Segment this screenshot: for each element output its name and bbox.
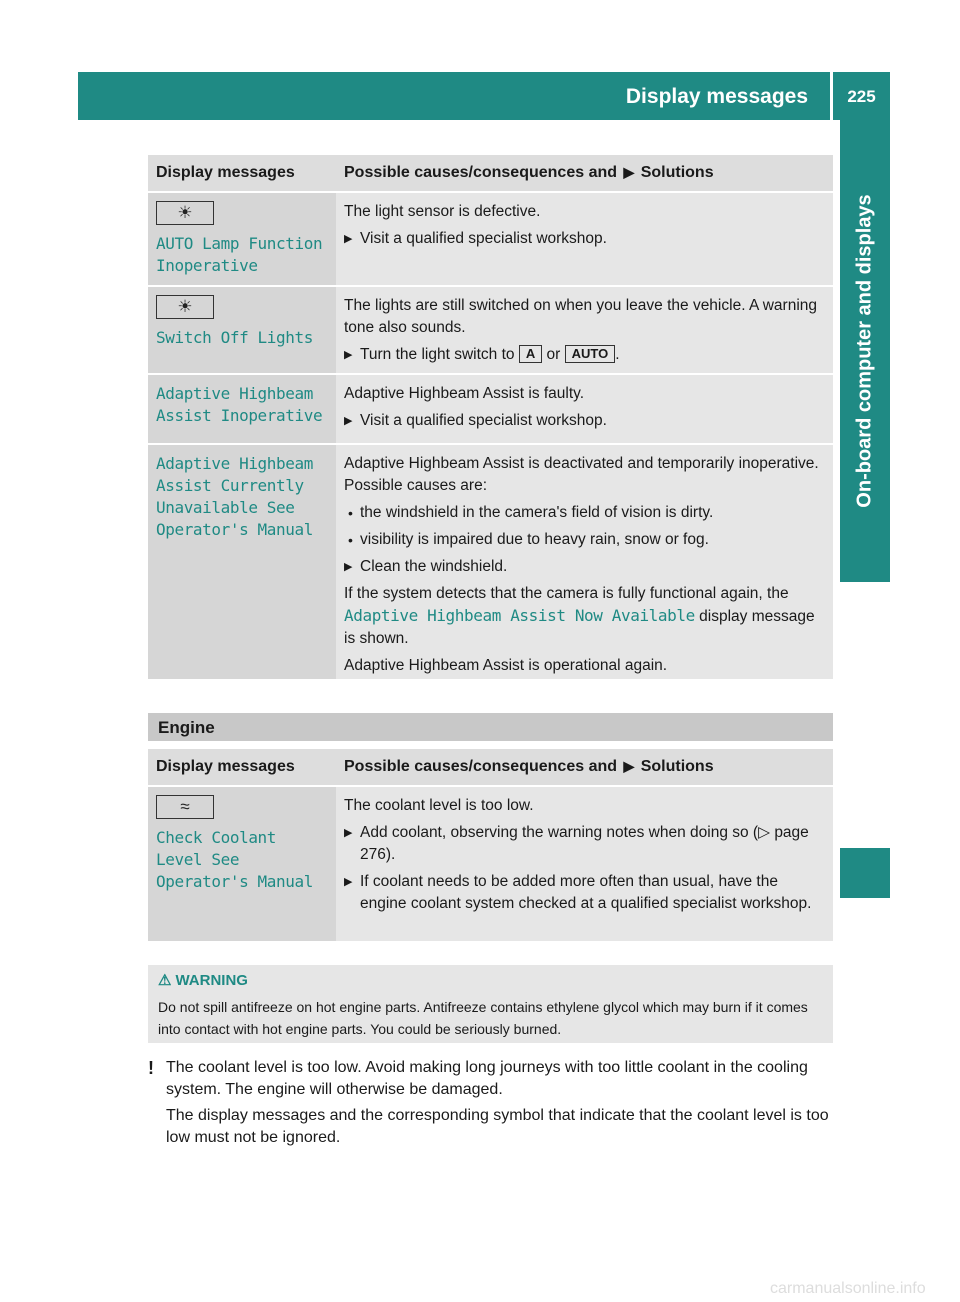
display-message: Adaptive Highbeam Assist Currently Unavailable See Operator's Manual bbox=[156, 454, 313, 539]
warning-text: Do not spill antifreeze on hot engine parts. Antifreeze contains ethylene glycol which may burn if it comes into contact with hot engine parts. You could be seriously burned. bbox=[158, 999, 808, 1037]
side-marker bbox=[840, 848, 890, 898]
caution-icon: ! bbox=[148, 1058, 154, 1078]
side-tab-label: On-board computer and displays bbox=[853, 194, 876, 508]
table-header-row bbox=[148, 749, 833, 785]
note bbox=[148, 1057, 834, 1153]
table-header-row bbox=[148, 155, 833, 191]
light-switch-position-icon: A bbox=[519, 345, 542, 363]
lamp-icon: ☀ bbox=[156, 201, 214, 225]
display-message: Check Coolant Level See Operator's Manual bbox=[156, 828, 313, 891]
column-header-messages: Display messages bbox=[148, 749, 336, 785]
warning-icon: ⚠ bbox=[158, 972, 172, 989]
display-message: AUTO Lamp Function Inoperative bbox=[156, 234, 323, 275]
header-bar bbox=[78, 72, 890, 120]
lamp-icon: ☀ bbox=[156, 295, 214, 319]
engine-section-heading: Engine bbox=[148, 713, 833, 741]
note-text: The coolant level is too low. Avoid making long journeys with too little coolant in the cooling system. The engine will otherwise be damaged. bbox=[166, 1059, 808, 1098]
display-message: Adaptive Highbeam Assist Inoperative bbox=[156, 384, 323, 425]
footer-watermark: carmanualsonline.info bbox=[770, 1280, 926, 1297]
table-row: Adaptive Highbeam Assist Inoperative Adaptive Highbeam Assist is faulty. ▶ Visit a qualified specialist workshop. bbox=[148, 373, 833, 443]
warning-title: WARNING bbox=[175, 972, 248, 989]
page-number: 225 bbox=[847, 87, 876, 106]
engine-messages-table bbox=[148, 749, 833, 941]
coolant-icon: ≈ bbox=[156, 795, 214, 819]
column-header-causes: Possible causes/consequences and ▶ Solutions bbox=[336, 749, 833, 785]
auto-light-icon: AUTO bbox=[565, 345, 616, 363]
arrow-icon: ▶ bbox=[623, 758, 635, 774]
table-row: Adaptive Highbeam Assist Currently Unavailable See Operator's Manual Adaptive Highbeam Assist is deactivated and temporarily inoperative. Possible causes are: • the windshield in the camera's field of vision is dirty. • visibility is impaired due to heavy rain, snow or fog. ▶ Clean the windshield. If the system detects that the camera is fully functional again, the Adaptive Highbeam Assist Now Available display message is shown. Adaptive Highbeam Assist is operational again. bbox=[148, 443, 833, 679]
column-header-causes: Possible causes/consequences and ▶ Solutions bbox=[336, 155, 833, 191]
table-row: ≈ Check Coolant Level See Operator's Manual The coolant level is too low. ▶ Add coolant, observing the warning notes when doing so (▷ page 276). ▶ If coolant needs to be added more often than usual, have the engine coolant system checked at a qualified specialist workshop. bbox=[148, 785, 833, 941]
display-message: Switch Off Lights bbox=[156, 328, 313, 347]
arrow-icon: ▶ bbox=[623, 164, 635, 180]
note-text: The display messages and the corresponding symbol that indicate that the coolant level is too low must not be ignored. bbox=[166, 1107, 829, 1146]
section-title: Display messages bbox=[625, 85, 808, 108]
display-messages-table bbox=[148, 155, 833, 679]
table-row: ☀ AUTO Lamp Function Inoperative The light sensor is defective. ▶ Visit a qualified specialist workshop. bbox=[148, 191, 833, 285]
column-header-messages: Display messages bbox=[148, 155, 336, 191]
warning-box bbox=[148, 965, 833, 1043]
table-row: ☀ Switch Off Lights The lights are still switched on when you leave the vehicle. A warning tone also sounds. ▶ Turn the light switch to A or AUTO . bbox=[148, 285, 833, 373]
display-message-inline: Adaptive Highbeam Assist Now Available bbox=[344, 606, 695, 625]
